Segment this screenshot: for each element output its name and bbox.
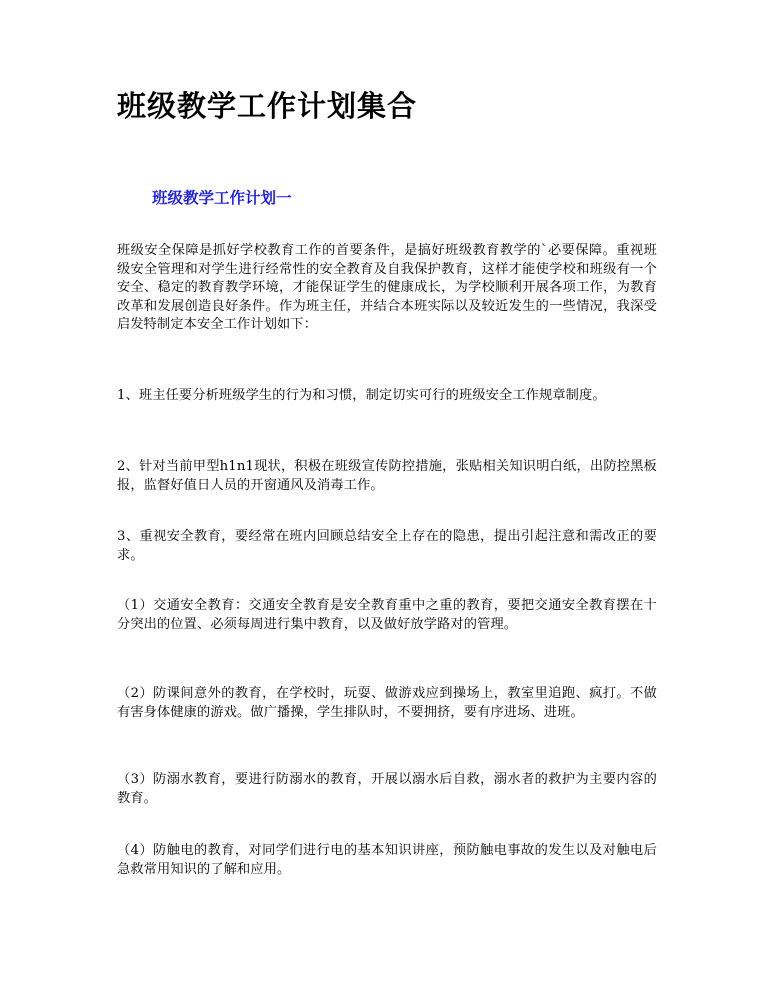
recess-safety-paragraph: （2）防课间意外的教育，在学校时，玩耍、做游戏应到操场上，教室里追跑、疯打。不做有害身体健康的游戏。做广播操，学生排队时，不要拥挤，要有序进场、进班。 <box>117 686 657 720</box>
item-2-paragraph: 2、针对当前甲型h1n1现状，积极在班级宣传防控措施，张贴相关知识明白纸，出防控黑板报，监督好值日人员的开窗通风及消毒工作。 <box>117 459 657 493</box>
item-3-paragraph: 3、重视安全教育，要经常在班内回顾总结安全上存在的隐患，提出引起注意和需改正的要求。 <box>117 529 657 563</box>
document-title: 班级教学工作计划集合 <box>117 89 418 123</box>
item-1-paragraph: 1、班主任要分析班级学生的行为和习惯，制定切实可行的班级安全工作规章制度。 <box>117 388 606 403</box>
section-heading: 班级教学工作计划一 <box>152 188 292 207</box>
intro-paragraph: 班级安全保障是抓好学校教育工作的首要条件，是搞好班级教育教学的`必要保障。重视班级安全管理和对学生进行经常性的安全教育及自我保护教育，这样才能使学校和班级有一个安全、稳定的教育教学环境，才能保证学生的健康成长，为学校顺利开展各项工作，为教育改革和发展创造良好条件。作为班主任，并结合本班实际以及较近发生的一些情况，我深受启发特制定本安全工作计划如下： <box>117 243 657 333</box>
traffic-safety-paragraph: （1）交通安全教育：交通安全教育是安全教育重中之重的教育，要把交通安全教育摆在十分突出的位置、必须每周进行集中教育，以及做好放学路对的管理。 <box>117 598 657 632</box>
electric-safety-paragraph: （4）防触电的教育，对同学们进行电的基本知识讲座，预防触电事故的发生以及对触电后急救常用知识的了解和应用。 <box>117 843 657 877</box>
drowning-safety-paragraph: （3）防溺水教育，要进行防溺水的教育，开展以溺水后自救，溺水者的救护为主要内容的教育。 <box>117 772 657 806</box>
